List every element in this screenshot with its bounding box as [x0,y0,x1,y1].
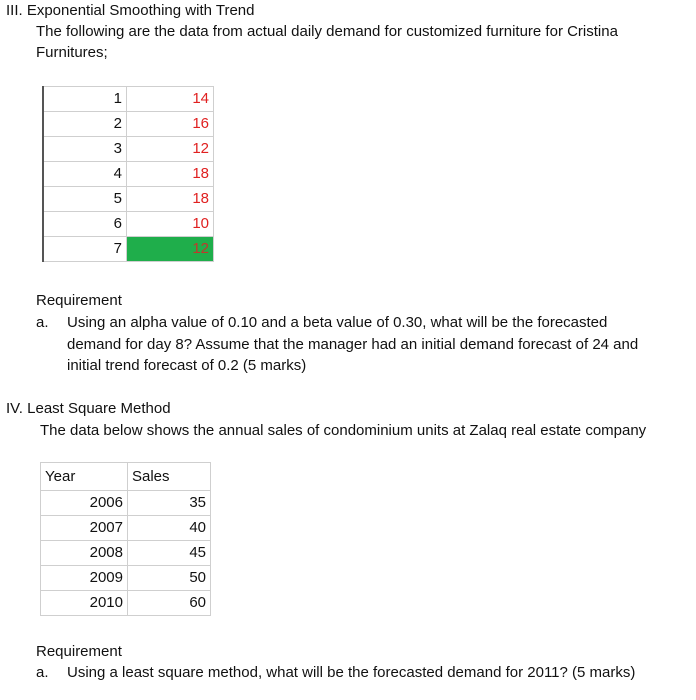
section-3-req-marker: a. [36,314,49,331]
section-4-requirement-label: Requirement [36,643,122,660]
table-row [41,541,211,566]
sales-cell: 60 [128,591,211,616]
demand-cell: 14 [127,87,214,112]
year-cell: 2007 [41,516,128,541]
section-3-req-line-1: Using an alpha value of 0.10 and a beta value of 0.30, what will be the forecasted [67,314,608,331]
day-cell: 4 [43,162,127,187]
table-row [41,591,211,616]
day-cell: 1 [43,87,127,112]
table-row [43,162,214,187]
sales-header: Sales [128,463,211,491]
section-4-heading: IV. Least Square Method [6,400,171,417]
table-row [43,212,214,237]
table-header-row [41,463,211,491]
section-4-req-line-1: Using a least square method, what will be the forecasted demand for 2011? (5 marks) [67,664,636,681]
annual-sales-table [40,462,211,616]
section-3-intro-line-1: The following are the data from actual daily demand for customized furniture for Cristina [36,23,618,40]
section-3-req-line-3: initial trend forecast of 0.2 (5 marks) [67,357,307,374]
year-cell: 2006 [41,491,128,516]
sales-cell: 35 [128,491,211,516]
day-cell: 6 [43,212,127,237]
table-row [43,87,214,112]
section-4-intro: The data below shows the annual sales of condominium units at Zalaq real estate company [40,422,647,439]
demand-cell: 16 [127,112,214,137]
year-header: Year [41,463,128,491]
section-4-req-marker: a. [36,664,49,681]
table-row [41,566,211,591]
year-cell: 2008 [41,541,128,566]
day-cell: 5 [43,187,127,212]
day-cell: 7 [43,237,127,262]
demand-cell: 18 [127,162,214,187]
table-row [41,516,211,541]
table-row [41,491,211,516]
section-3-req-line-2: demand for day 8? Assume that the manager had an initial demand forecast of 24 and [67,336,639,353]
sales-cell: 40 [128,516,211,541]
demand-cell: 18 [127,187,214,212]
table-row [43,187,214,212]
demand-cell: 10 [127,212,214,237]
sales-cell: 45 [128,541,211,566]
table-row [43,237,214,262]
demand-cell-highlighted: 12 [127,237,214,262]
day-cell: 3 [43,137,127,162]
section-3-intro-line-2: Furnitures; [36,44,108,61]
table-row [43,137,214,162]
sales-cell: 50 [128,566,211,591]
section-3-heading: III. Exponential Smoothing with Trend [6,2,255,19]
table-row [43,112,214,137]
daily-demand-table [42,86,214,262]
section-3-requirement-label: Requirement [36,292,122,309]
year-cell: 2010 [41,591,128,616]
demand-cell: 12 [127,137,214,162]
year-cell: 2009 [41,566,128,591]
day-cell: 2 [43,112,127,137]
